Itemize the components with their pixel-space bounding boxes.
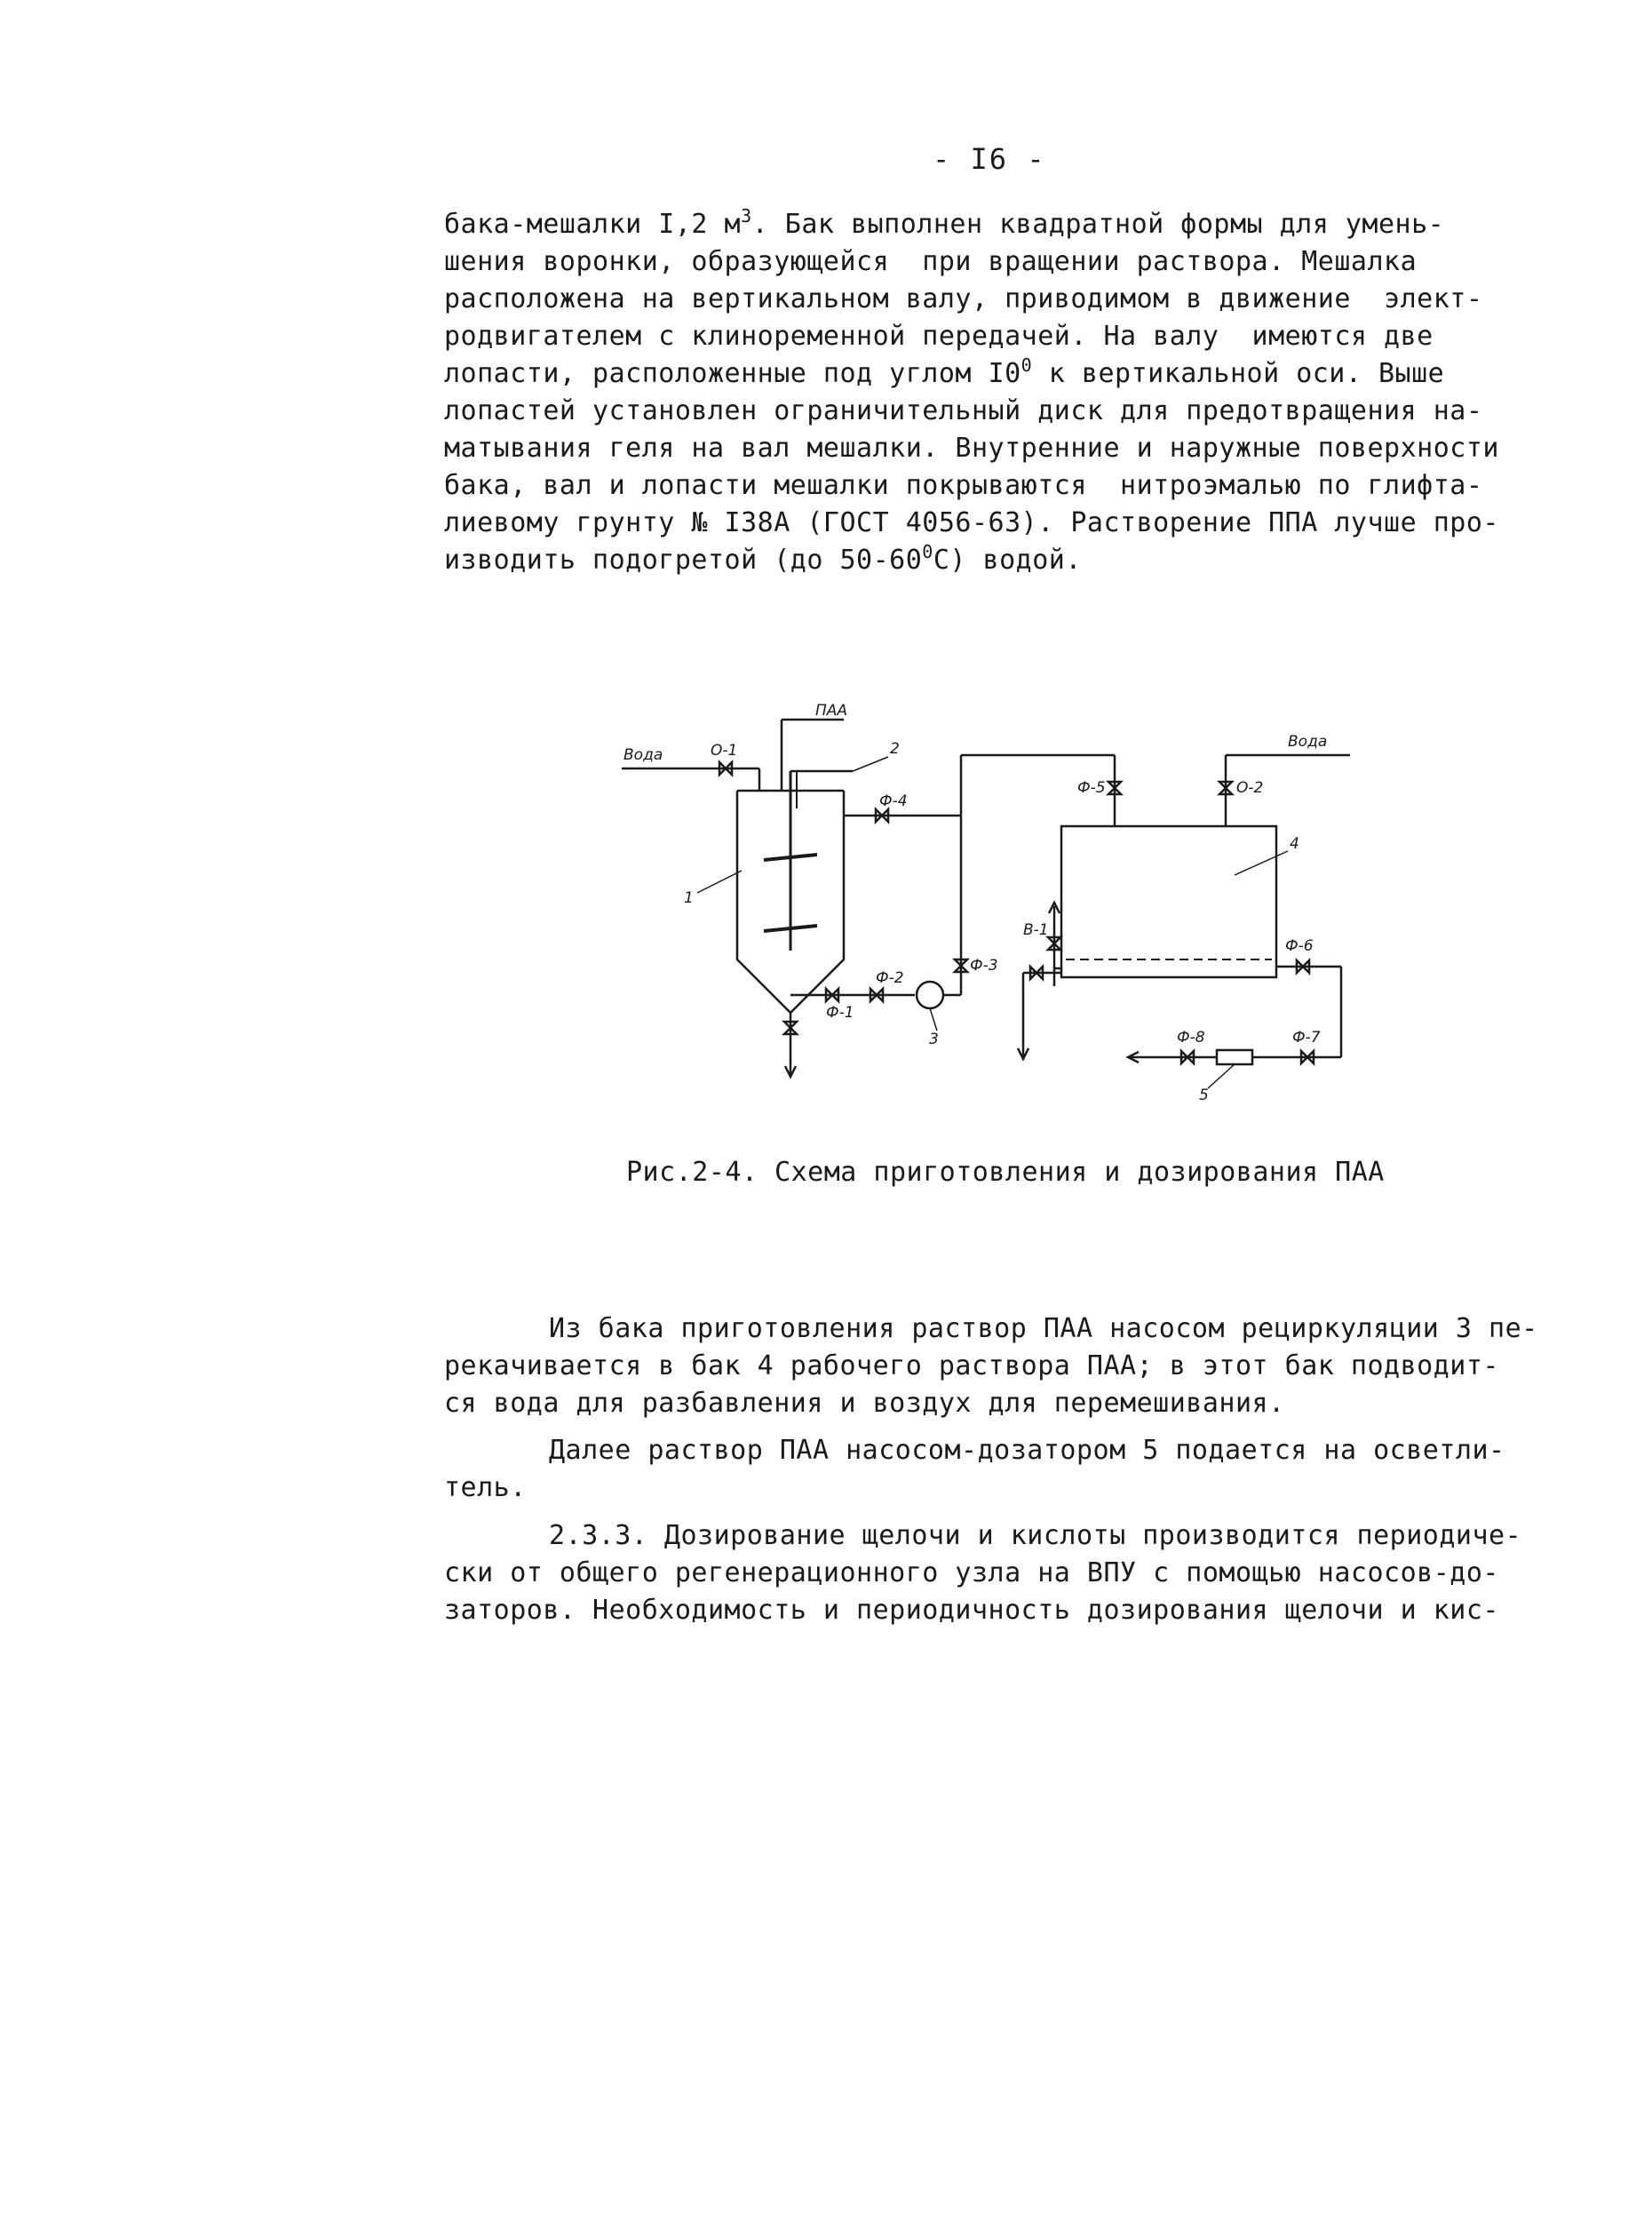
label-f3: Ф-3 <box>970 957 998 975</box>
text-line: тель. <box>444 1472 527 1503</box>
text-line: бака, вал и лопасти мешалки покрываются нитроэмалью по глифта- <box>444 470 1483 501</box>
text-line: лопастей установлен ограничительный диск для предотвращения на- <box>444 395 1483 426</box>
text-line: Из бака приготовления раствор ПАА насосом рециркуляции 3 пе- <box>549 1313 1538 1344</box>
text-line: заторов. Необходимость и периодичность дозирования щелочи и кис- <box>444 1595 1499 1626</box>
label-2: 2 <box>890 740 900 758</box>
text-line: расположена на вертикальном валу, приводимом в движение элект- <box>444 283 1483 314</box>
leader-1 <box>697 871 742 893</box>
scheme-diagram <box>613 702 1394 1111</box>
working-solution-tank-4 <box>1061 826 1276 977</box>
paragraph-dosing-pump <box>444 1432 1554 1507</box>
label-o2: О-2 <box>1236 779 1264 797</box>
text-line: бака-мешалки I,2 $м^3$. Бак выполнен квадратной формы для умень- <box>444 205 1445 240</box>
text-line: 2.3.3. Дозирование щелочи и кислоты производится периодиче- <box>549 1520 1522 1551</box>
leader-5 <box>1208 1064 1235 1088</box>
dosing-pump-5 <box>1217 1050 1252 1064</box>
text-line: лопасти, расположенные под углом $I0^0$ к вертикальной оси. Выше <box>444 354 1445 389</box>
text-line: лиевому грунту № I38А (ГОСТ 4056-63). Растворение ППА лучше про- <box>444 507 1499 538</box>
leader-2 <box>853 757 888 771</box>
paa-dosing-scheme-figure <box>613 702 1394 1111</box>
paragraph-mixer-tank <box>444 206 1554 579</box>
label-f5: Ф-5 <box>1077 779 1106 797</box>
text-line: Далее раствор ПАА насосом-дозатором 5 подается на осветли- <box>549 1435 1505 1466</box>
label-f2: Ф-2 <box>876 969 904 987</box>
figure-caption: Рис.2-4. Схема приготовления и дозирования ПАА <box>626 1157 1385 1188</box>
recirculation-pump-3 <box>917 982 943 1008</box>
text-line: ся вода для разбавления и воздух для перемешивания. <box>444 1388 1285 1419</box>
label-paa: ПАА <box>815 702 848 720</box>
page-number: - I6 - <box>933 142 1046 176</box>
text-line: матывания геля на вал мешалки. Внутренние и наружные поверхности <box>444 433 1499 464</box>
paragraph-recirculation <box>444 1310 1554 1422</box>
label-b1: В-1 <box>1023 921 1049 939</box>
text-line: изводить подогретой (до $50-60^0С$) водой. <box>444 541 1082 576</box>
label-f1: Ф-1 <box>826 1004 854 1022</box>
label-f8: Ф-8 <box>1177 1029 1205 1047</box>
label-4: 4 <box>1290 835 1299 853</box>
label-5: 5 <box>1199 1087 1209 1104</box>
text-line: рекачивается в бак 4 рабочего раствора ПАА; в этот бак подводит- <box>444 1350 1499 1381</box>
label-water-out: Вода <box>1288 733 1328 751</box>
label-1: 1 <box>684 889 694 907</box>
paragraph-section-2-3-3 <box>444 1517 1554 1629</box>
label-3: 3 <box>929 1031 939 1048</box>
label-f4: Ф-4 <box>879 792 908 810</box>
leader-3 <box>930 1008 937 1031</box>
text-line: шения воронки, образующейся при вращении раствора. Мешалка <box>444 246 1418 277</box>
label-f7: Ф-7 <box>1292 1029 1321 1047</box>
leader-4 <box>1235 851 1288 875</box>
text-line: ски от общего регенерационного узла на ВПУ с помощью насосов-до- <box>444 1557 1499 1588</box>
label-o1: О-1 <box>711 742 738 760</box>
label-water-in: Вода <box>623 746 663 764</box>
label-f6: Ф-6 <box>1285 937 1314 955</box>
text-line: родвигателем с клиноременной передачей. На валу имеются две <box>444 321 1434 352</box>
